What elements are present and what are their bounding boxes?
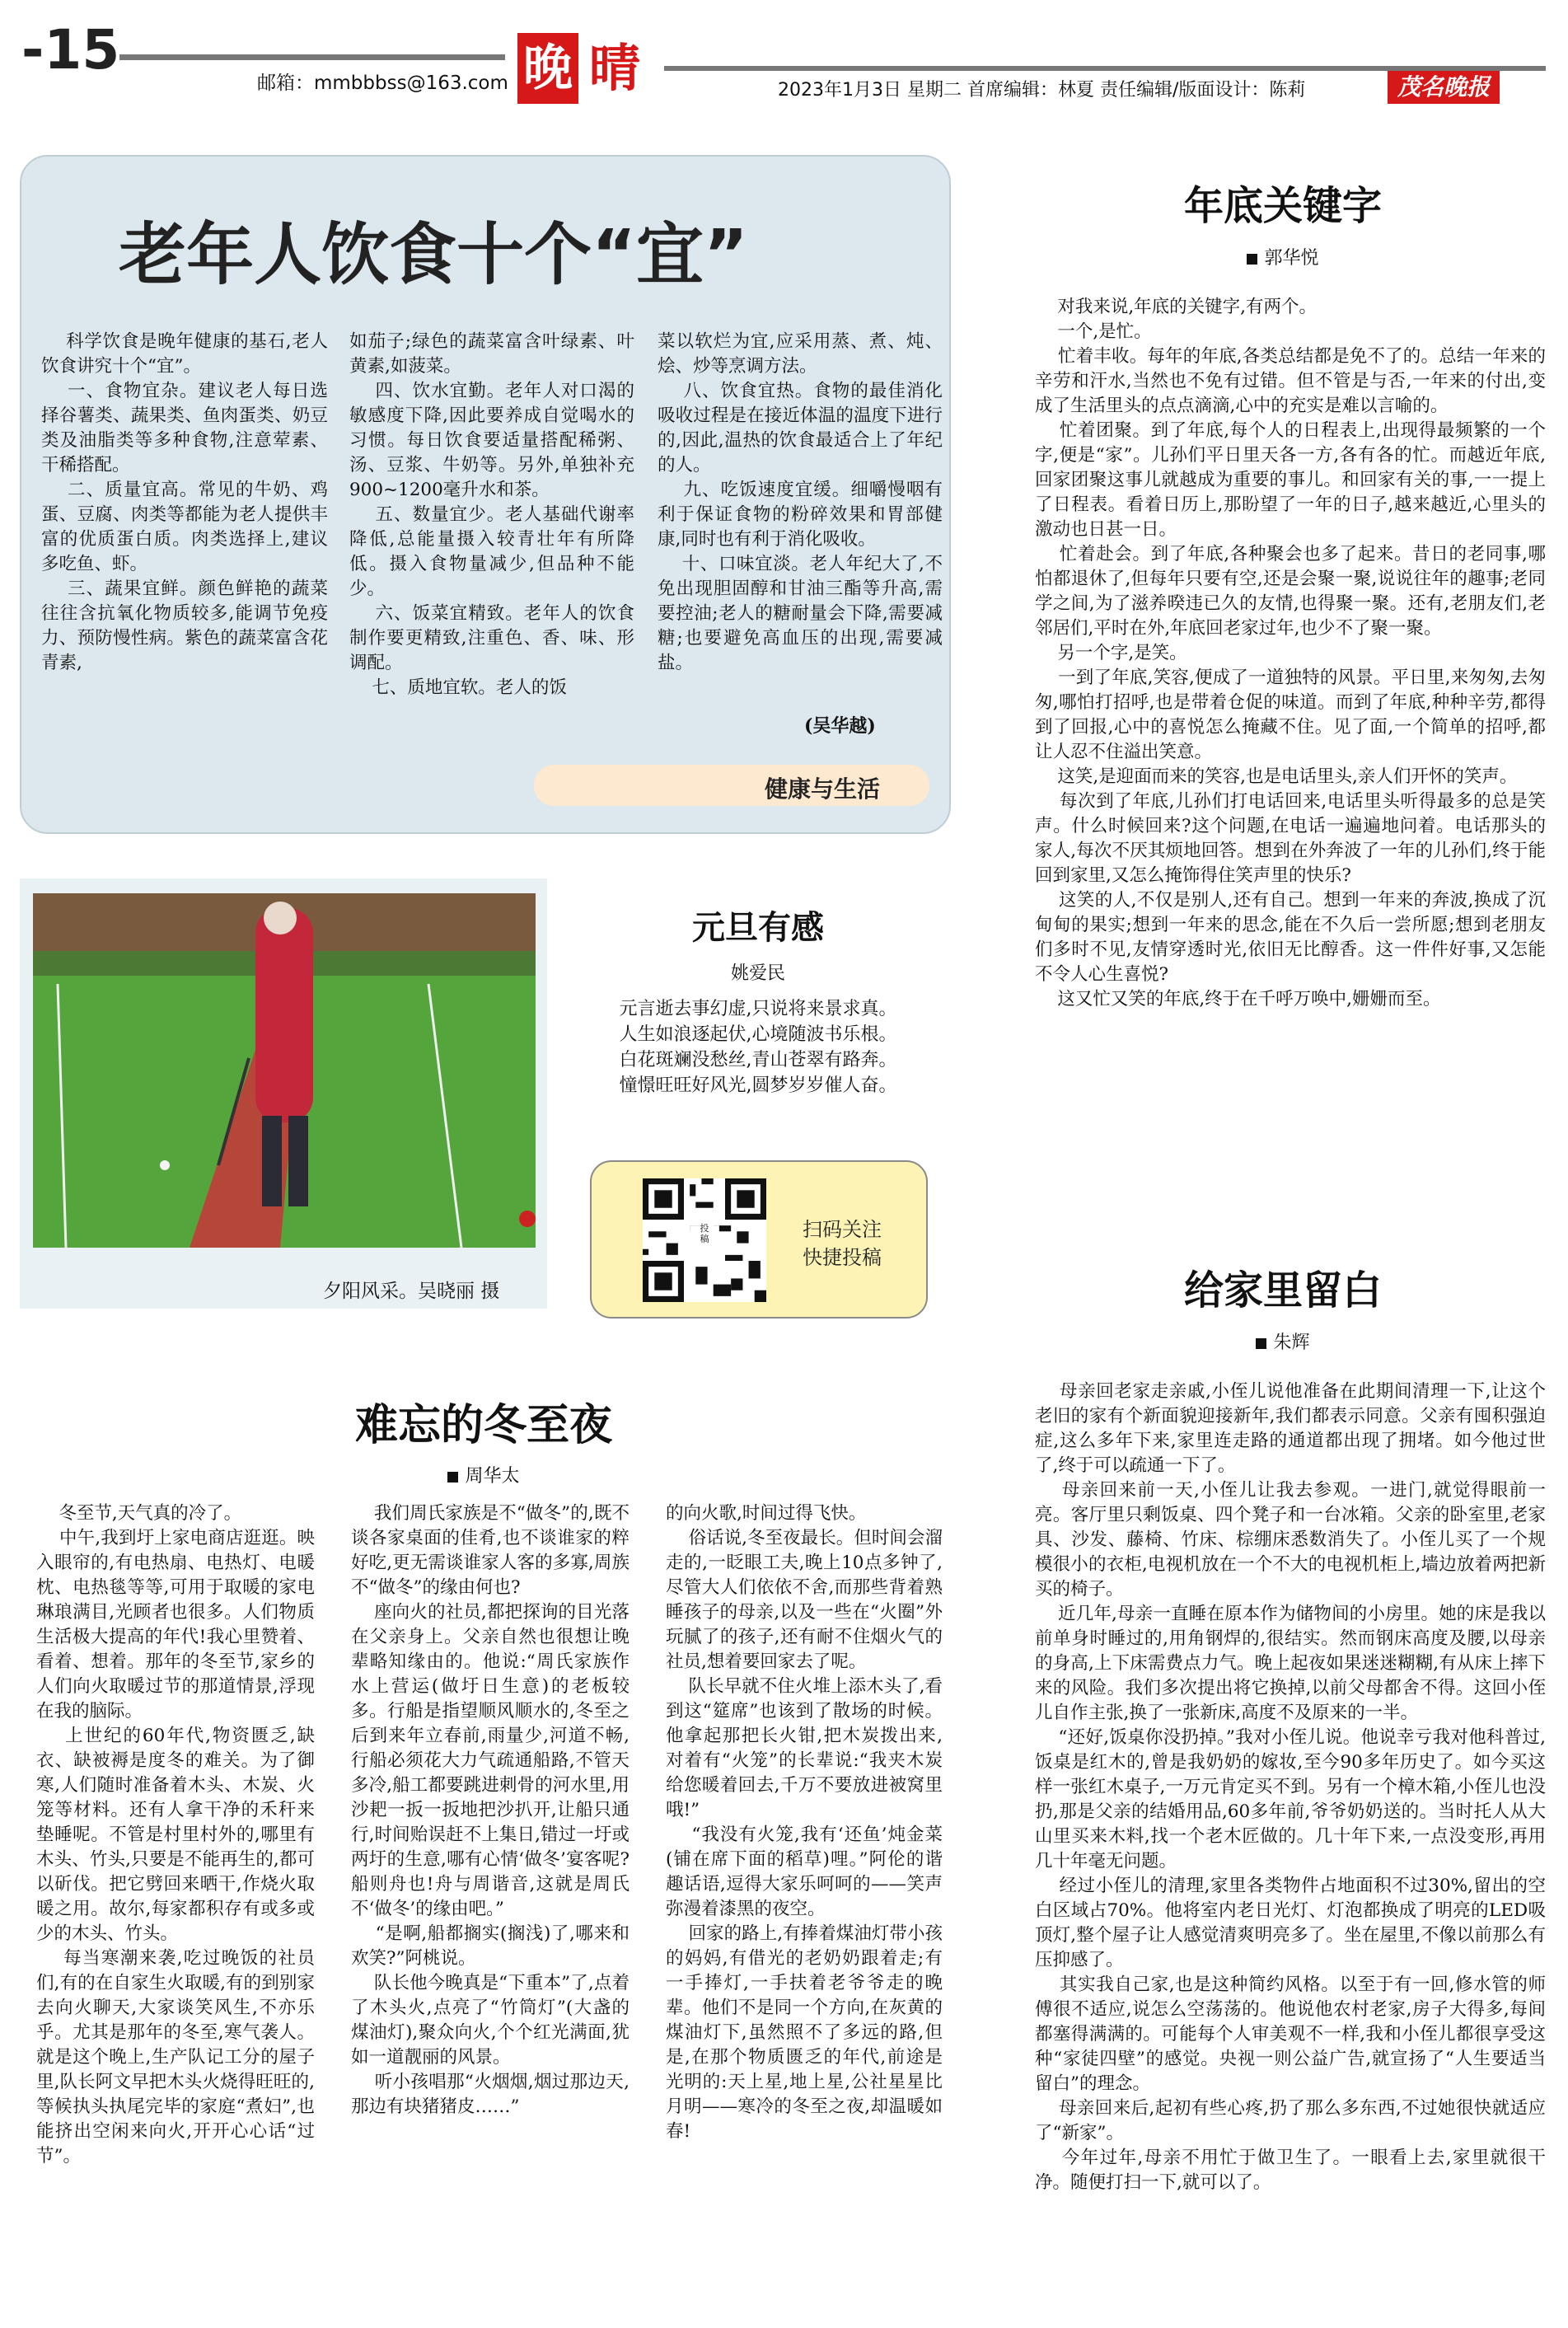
feature-col-1: 科学饮食是晚年健康的基石,老人饮食讲究十个“宜”。 一、食物宜杂。建议老人每日选择谷薯类、蔬果类、鱼肉蛋类、奶豆类及油脂类等多种食物,注意荤素、干稀搭配。 二、质量宜高。常见的牛奶、鸡蛋、豆腐、肉类等都能为老人提供丰富的优质蛋白质。肉类选择上,建议多吃鱼、虾。 三、蔬果宜鲜。颜色鲜艳的蔬菜往往含抗氧化物质较多,能调节免疫力、预防慢性病。紫色的蔬菜富含花青素, xyxy=(41,331,328,673)
photo-frame xyxy=(20,878,547,1309)
feature-col-2: 如茄子;绿色的蔬菜富含叶绿素、叶黄素,如菠菜。 四、饮水宜勤。老年人对口渴的敏感度下降,因此要养成自觉喝水的习惯。每日饮食要适量搭配稀粥、汤、豆浆、牛奶等。另外,单独补充900~1200毫升水和茶。 五、数量宜少。老人基础代谢率降低,总能量摄入较青壮年有所降低。摄入食物量减少,但品种不能少。 六、饭菜宜精致。老年人的饮食制作要更精致,注重色、香、味、形调配。 七、质地宜软。老人的饭 xyxy=(349,331,634,698)
article-leave-space-author xyxy=(1013,1328,1552,1354)
article-keywords-body: 对我来说,年底的关键字,有两个。 一个,是忙。 忙着丰收。每年的年底,各类总结都是免不了的。总结一年来的辛劳和汗水,当然也不免有过错。但不管是与否,一年来的付出,变成了生活里头的点点滴滴,心中的充实是难以言喻的。 忙着团聚。到了年底,每个人的日程表上,出现得最频繁的一个字,便是“家”。儿孙们平日里天各一方,各有各的忙。而越近年底,回家团聚这事儿就越成为重要的事儿。和回家有关的事,一一提上了日程表。看着日历上,那盼望了一年的日子,越来越近,心里头的激动也日甚一日。 忙着赴会。到了年底,各种聚会也多了起来。昔日的老同事,哪怕都退休了,但每年只要有空,还是会聚一聚,说说往年的趣事;老同学之间,为了滋养暌违已久的友情,也得聚一聚。还有,老朋友们,老邻居们,平时在外,年底回老家过年,也少不了聚一聚。 另一个字,是笑。 一到了年底,笑容,便成了一道独特的风景。平日里,来匆匆,去匆匆,哪怕打招呼,也是带着仓促的味道。而到了年底,种种辛劳,都得到了回报,心中的喜悦怎么掩藏不住。见了面,一个简单的招呼,都让人忍不住溢出笑意。 这笑,是迎面而来的笑容,也是电话里头,亲人们开怀的笑声。 每次到了年底,儿孙们打电话回来,电话里头听得最多的总是笑声。什么时候回来?这个问题,在电话一遍遍地问着。电话那头的家人,每次不厌其烦地回答。想到在外奔波了一年的儿孙们,终于能回到家里,又怎么掩饰得住笑声里的快乐? 这笑的人,不仅是别人,还有自己。想到一年来的奔波,换成了沉甸甸的果实;想到一年来的思念,能在不久后一尝所愿;想到老朋友们多时不见,友情穿透时光,依旧无比醇香。这一件件好事,又怎能不令人心生喜悦? 这又忙又笑的年底,终于在千呼万唤中,姗姗而至。 xyxy=(1035,297,1546,1009)
section-label xyxy=(534,765,929,806)
article-keywords-title: 年底关键字 xyxy=(1183,183,1382,229)
email: 邮箱：mmbbbss@163.com xyxy=(257,73,508,94)
qr-box xyxy=(590,1160,928,1319)
column-logo xyxy=(517,33,646,104)
photo-image xyxy=(33,893,536,1248)
article-winter-col-2: 我们周氏家族是不“做冬”的,既不谈各家桌面的佳肴,也不谈谁家的粹好吃,更无需谈谁家人客的多寡,周族不“做冬”的缘由何也? 座向火的社员,都把探询的目光落在父亲身上。父亲自然也很想让晚辈略知缘由的。他说:“周氏家族作水上营运(做圩日生意)的老板较多。行船是指望顺风顺水的,冬至之后到来年立春前,雨量少,河道不畅,行船必须花大力气疏通船路,不管天多冷,船工都要跳进刺骨的河水里,用沙耙一扳一扳地把沙扒开,让船只通行,时间贻误赶不上集日,错过一圩或两圩的生意,哪有心情‘做冬’宴客呢?船则舟也!舟与周谐音,这就是周氏不‘做冬’的缘由吧。” “是啊,船都搁实(搁浅)了,哪来和欢笑?”阿桃说。 队长他今晚真是“下重本”了,点着了木头火,点亮了“竹筒灯”(大盏的煤油灯),聚众向火,个个红光满面,犹如一道靓丽的风景。 听小孩唱那“火烟烟,烟过那边天,那边有块猪猪皮……” xyxy=(351,1503,630,2117)
byline-square-icon xyxy=(1256,1338,1266,1349)
masthead-rule-left xyxy=(119,54,505,60)
date-info: 2023年1月3日 星期二 首席编辑：林夏 责任编辑/版面设计：陈莉 xyxy=(778,80,1306,101)
feature-box xyxy=(20,155,951,834)
section-label-text: 健康与生活 xyxy=(764,775,880,803)
feature-author: (吴华越) xyxy=(804,715,876,737)
qr-label-2: 快捷投稿 xyxy=(803,1246,882,1269)
article-winter-author-name: 周华太 xyxy=(465,1466,520,1487)
qr-center-label: 投 稿 xyxy=(700,1223,709,1244)
feature-col-3: 菜以软烂为宜,应采用蒸、煮、炖、烩、炒等烹调方法。 八、饮食宜热。食物的最佳消化吸收过程是在接近体温的温度下进行的,因此,温热的饮食最适合上了年纪的人。 九、吃饭速度宜缓。细嚼慢咽有利于保证食物的粉碎效果和胃部健康,同时也有利于消化吸收。 十、口味宜淡。老人年纪大了,不免出现胆固醇和甘油三酯等升高,需要控油;老人的糖耐量会下降,需要减糖;也要避免高血压的出现,需要减盐。 xyxy=(658,331,943,673)
article-winter-col-3: 的向火歌,时间过得飞快。 俗话说,冬至夜最长。但时间会溜走的,一眨眼工夫,晚上10点多钟了,尽管大人们依依不舍,而那些背着熟睡孩子的母亲,以及一些在“火圈”外玩腻了的孩子,还有耐不住烟火气的社员,想着要回家去了呢。 队长早就不住火堆上添木头了,看到这“筵席”也该到了散场的时候。他拿起那把长火钳,把木炭拨出来,对着有“火笼”的长辈说:“我夹木炭给您暖着回去,千万不要放进被窝里哦!” “我没有火笼,我有‘还鱼’炖金菜(铺在席下面的稻草)哩。”阿伦的谐趣话语,逗得大家乐呵呵的——笑声弥漫着漆黑的夜空。 回家的路上,有捧着煤油灯带小孩的妈妈,有借光的老奶奶跟着走;有一手捧灯,一手扶着老爷爷走的晚辈。他们不是同一个方向,在灰黄的煤油灯下,虽然照不了多远的路,但是,在那个物质匮乏的年代,前途是光明的:天上星,地上星,公社星星比月明——寒冷的冬至之夜,却温暖如春! xyxy=(666,1503,943,2142)
paper-name-logo: 茂名晚报 xyxy=(1388,71,1500,104)
poem-line: 白花斑斓没愁丝,青山苍翠有路奔。 xyxy=(619,1050,897,1070)
article-leave-space-body: 母亲回老家走亲戚,小侄儿说他准备在此期间清理一下,让这个老旧的家有个新面貌迎接新年,我们都表示同意。父亲有囤积强迫症,这么多年下来,家里连走路的通道都出现了拥堵。如今他过世了,终于可以疏通一下了。 母亲回来前一天,小侄儿让我去参观。一进门,就觉得眼前一亮。客厅里只剩饭桌、四个凳子和一台冰箱。父亲的卧室里,老家具、沙发、藤椅、竹床、棕绷床悉数消失了。小侄儿买了一个规模很小的衣柜,电视机放在一个不大的电视机柜上,墙边放着两把新买的椅子。 近几年,母亲一直睡在原本作为储物间的小房里。她的床是我以前单身时睡过的,用角钢焊的,很结实。然而钢床高度及腰,以母亲的身高,上下床需费点力气。晚上起夜如果迷迷糊糊,有从床上摔下来的风险。我们多次提出将它换掉,以前父母都舍不得。这回小侄儿自作主张,换了一张新床,高度不及原来的一半。 “还好,饭桌你没扔掉。”我对小侄儿说。他说幸亏我对他科普过,饭桌是红木的,曾是我奶奶的嫁妆,至今90多年历史了。如今买这样一张红木桌子,一万元肯定买不到。另有一个樟木箱,小侄儿也没扔,那是父亲的结婚用品,60多年前,爷爷奶奶送的。当时托人从大山里买来木料,找一个老木匠做的。几十年下来,一点没变形,再用几十年毫无问题。 经过小侄儿的清理,家里各类物件占地面积不过30%,留出的空白区域占70%。他将室内老日光灯、灯泡都换成了明亮的LED吸顶灯,整个屋子让人感觉清爽明亮多了。坐在屋里,不像以前那么有压抑感了。 其实我自己家,也是这种简约风格。以至于有一回,修水管的师傅很不适应,说怎么空荡荡的。他说他农村老家,房子大得多,每间都塞得满满的。可能每个人审美观不一样,我和小侄儿都很享受这种“家徒四壁”的感觉。央视一则公益广告,就宣扬了“人生要适当留白”的理念。 母亲回来后,起初有些心疼,扔了那么多东西,不过她很快就适应了“新家”。 今年过年,母亲不用忙于做卫生了。一眼看上去,家里就很干净。随便打扫一下,就可以了。 xyxy=(1035,1381,1546,2193)
poem xyxy=(569,906,948,1098)
article-leave-space-title: 给家里留白 xyxy=(1183,1267,1382,1314)
poem-line: 憧憬旺旺好风光,圆梦岁岁催人奋。 xyxy=(619,1075,897,1096)
article-keywords-author-name: 郭华悦 xyxy=(1264,248,1319,269)
poem-title: 元旦有感 xyxy=(692,909,824,947)
column-logo-char-2: 晴 xyxy=(588,38,640,98)
article-winter-col-1: 冬至节,天气真的冷了。 中午,我到圩上家电商店逛逛。映入眼帘的,有电热扇、电热灯、电暖枕、电热毯等等,可用于取暖的家电琳琅满目,光顾者也很多。人们物质生活极大提高的年代!我心里赞着、看着、想着。那年的冬至节,家乡的人们向火取暖过节的那道情景,浮现在我的脑际。 上世纪的60年代,物资匮乏,缺衣、缺被褥是度冬的难关。为了御寒,人们随时准备着木头、木炭、火笼等材料。还有人拿干净的禾秆来垫睡呢。不管是村里村外的,哪里有木头、竹头,只要是不能再生的,都可以斫伐。把它劈回来晒干,作烧火取暖之用。故尔,每家都积存有或多或少的木头、竹头。 每当寒潮来袭,吃过晚饭的社员们,有的在自家生火取暖,有的到别家去向火聊天,大家谈笑风生,不亦乐乎。尤其是那年的冬至,寒气袭人。就是这个晚上,生产队记工分的屋子里,队长阿文早把木头火烧得旺旺的,等候执头执尾完毕的家庭“煮妇”,也能挤出空闲来向火,开开心心话“过节”。 xyxy=(36,1503,315,2166)
byline-square-icon xyxy=(1247,254,1257,265)
article-winter-author xyxy=(20,1462,948,1487)
feature-title: 老年人饮食十个“宜” xyxy=(119,216,748,294)
column-logo-char-1: 晚 xyxy=(517,33,578,104)
byline-square-icon xyxy=(447,1472,458,1483)
masthead xyxy=(0,0,1568,107)
poem-line: 人生如浪逐起伏,心境随波书乐根。 xyxy=(619,1024,897,1045)
qr-label-1: 扫码关注 xyxy=(803,1218,882,1241)
article-leave-space-author-name: 朱辉 xyxy=(1273,1333,1310,1353)
article-winter-title: 难忘的冬至夜 xyxy=(354,1401,612,1450)
poem-author: 姚爱民 xyxy=(730,963,785,984)
poem-lines xyxy=(569,996,948,1098)
poem-line: 元言逝去事幻虚,只说将来景求真。 xyxy=(619,999,897,1019)
article-keywords-author xyxy=(1013,244,1552,269)
page-number: -15 xyxy=(21,18,120,82)
photo-caption: 夕阳风采。吴晓丽 摄 xyxy=(323,1281,500,1302)
